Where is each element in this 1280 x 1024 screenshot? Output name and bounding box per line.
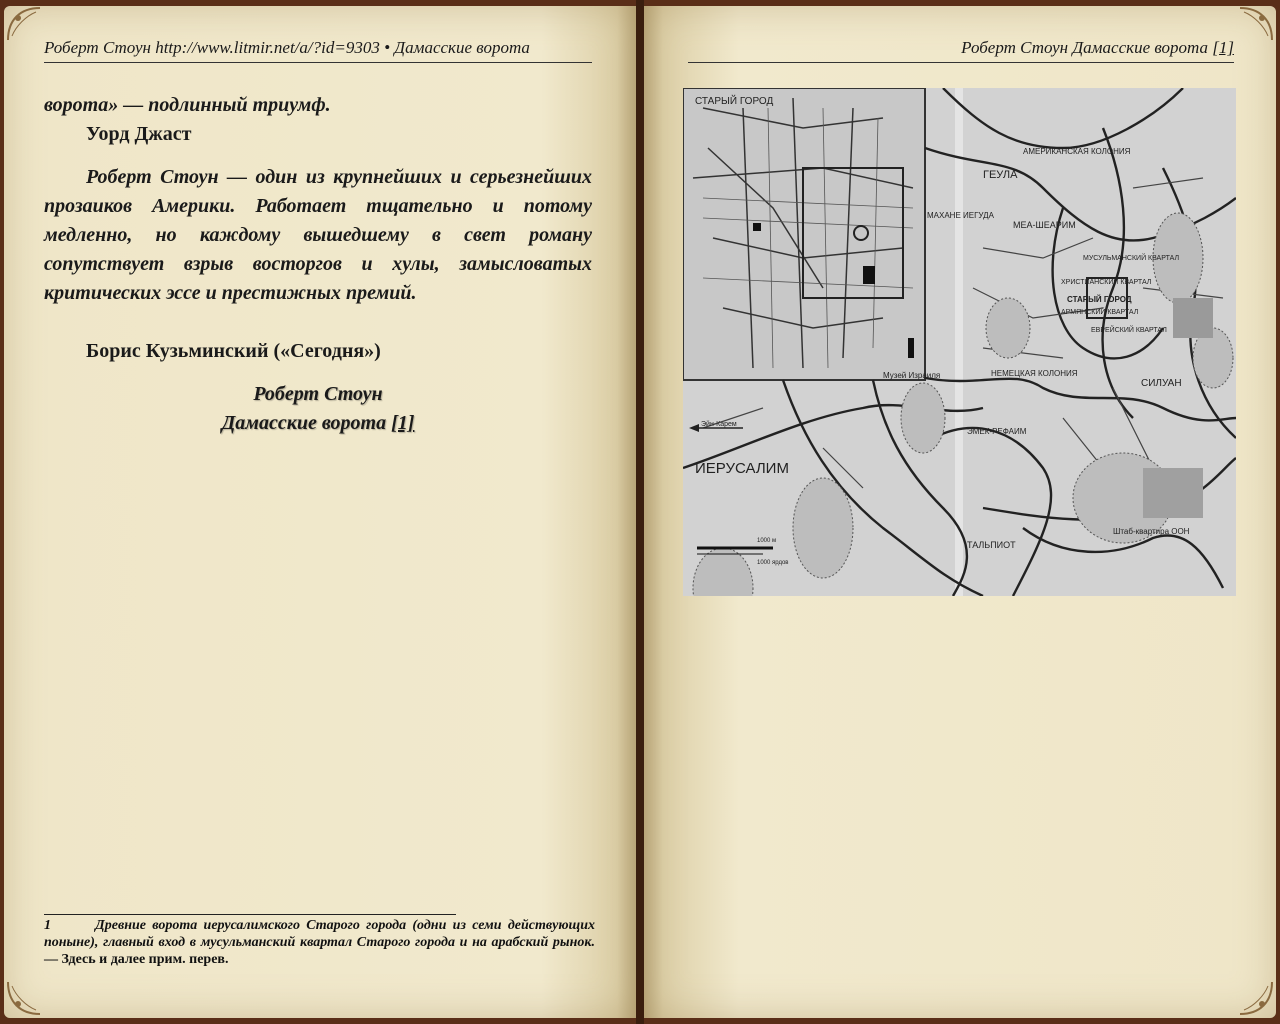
map-label-christian-quarter: ХРИСТИАНСКИЙ КВАРТАЛ (1061, 279, 1152, 286)
map-label-geula: ГЕУЛА (983, 169, 1018, 181)
map-label-emek-refaim: ЭМЕК-РЕФАИМ (967, 427, 1027, 436)
right-header-ref[interactable]: [1] (1212, 38, 1234, 57)
map-label-talpiot: ТАЛЬПИОТ (967, 540, 1016, 550)
map-label-israel-museum: Музей Израиля (883, 371, 941, 380)
attribution-kuzminsky: Борис Кузьминский («Сегодня») (86, 340, 381, 362)
map-label-old-city-small: СТАРЫЙ ГОРОД (1067, 295, 1132, 304)
corner-ornament-icon (6, 6, 42, 42)
map-label-old-city: СТАРЫЙ ГОРОД (695, 96, 774, 107)
footnote-divider (44, 914, 456, 915)
footnote-number: 1 (44, 918, 51, 933)
left-page (4, 6, 636, 1018)
right-page-header (688, 38, 1234, 63)
corner-ornament-icon (6, 980, 42, 1016)
header-bullet: • (384, 38, 391, 57)
map-label-silwan: СИЛУАН (1141, 378, 1182, 389)
corner-ornament-icon (1238, 980, 1274, 1016)
footnote-tail: — Здесь и далее прим. перев. (44, 952, 229, 967)
header-url[interactable]: http://www.litmir.net/a/?id=9303 (155, 38, 380, 57)
header-title: Дамасские ворота (394, 38, 530, 57)
map-label-jerusalem: ИЕРУСАЛИМ (695, 460, 789, 477)
right-header-text: Роберт Стоун Дамасские ворота (961, 38, 1209, 57)
book-spine (636, 0, 644, 1024)
map-label-un-hq: Штаб-квартира ООН (1113, 527, 1190, 536)
map-label-american-colony: АМЕРИКАНСКАЯ КОЛОНИЯ (1023, 147, 1131, 156)
book-title: Дамасские ворота (221, 412, 387, 434)
footnote-link[interactable]: [1] (391, 412, 415, 434)
corner-ornament-icon (1238, 6, 1274, 42)
footnote-text: Древние ворота иерусалимского Старого города (одни из семи действующих поныне), главный вход в мусульманский квартал Старого города и на арабский рынок. (44, 918, 595, 950)
map-label-mea-shearim: МЕА-ШЕАРИМ (1013, 220, 1076, 230)
book-title-line (44, 409, 592, 438)
left-page-header (44, 38, 592, 63)
map-label-armenian-quarter: АРМЯНСКИЙ КВАРТАЛ (1061, 309, 1139, 316)
map-label-muslim-quarter: МУСУЛЬМАНСКИЙ КВАРТАЛ (1083, 255, 1180, 262)
map-label-ein-karem: Эйн-Карем (701, 421, 737, 428)
review-paragraph: Роберт Стоун — один из крупнейших и серьезнейших прозаиков Америки. Работает тщательно и потому медленно, но каждому вышедшему в свет роману сопутствует взрыв восторгов и хулы, замысловатых критических эссе и престижных премий. (44, 166, 592, 304)
jerusalem-map (683, 88, 1236, 596)
scale-label-meters: 1000 м (757, 538, 777, 544)
attribution-ward-just: Уорд Джаст (86, 123, 192, 145)
map-label-mahane-yehuda: МАХАНЕ ИЕГУДА (927, 211, 994, 220)
map-label-german-colony: НЕМЕЦКАЯ КОЛОНИЯ (991, 369, 1078, 378)
continued-line: ворота» — подлинный триумф. (44, 94, 331, 116)
scale-label-yards: 1000 ярдов (757, 560, 789, 566)
map-label-jewish-quarter: ЕВРЕЙСКИЙ КВАРТАЛ (1091, 327, 1167, 334)
footnote (44, 917, 595, 968)
header-author: Роберт Стоун (44, 38, 151, 57)
book-author: Роберт Стоун (253, 383, 383, 405)
